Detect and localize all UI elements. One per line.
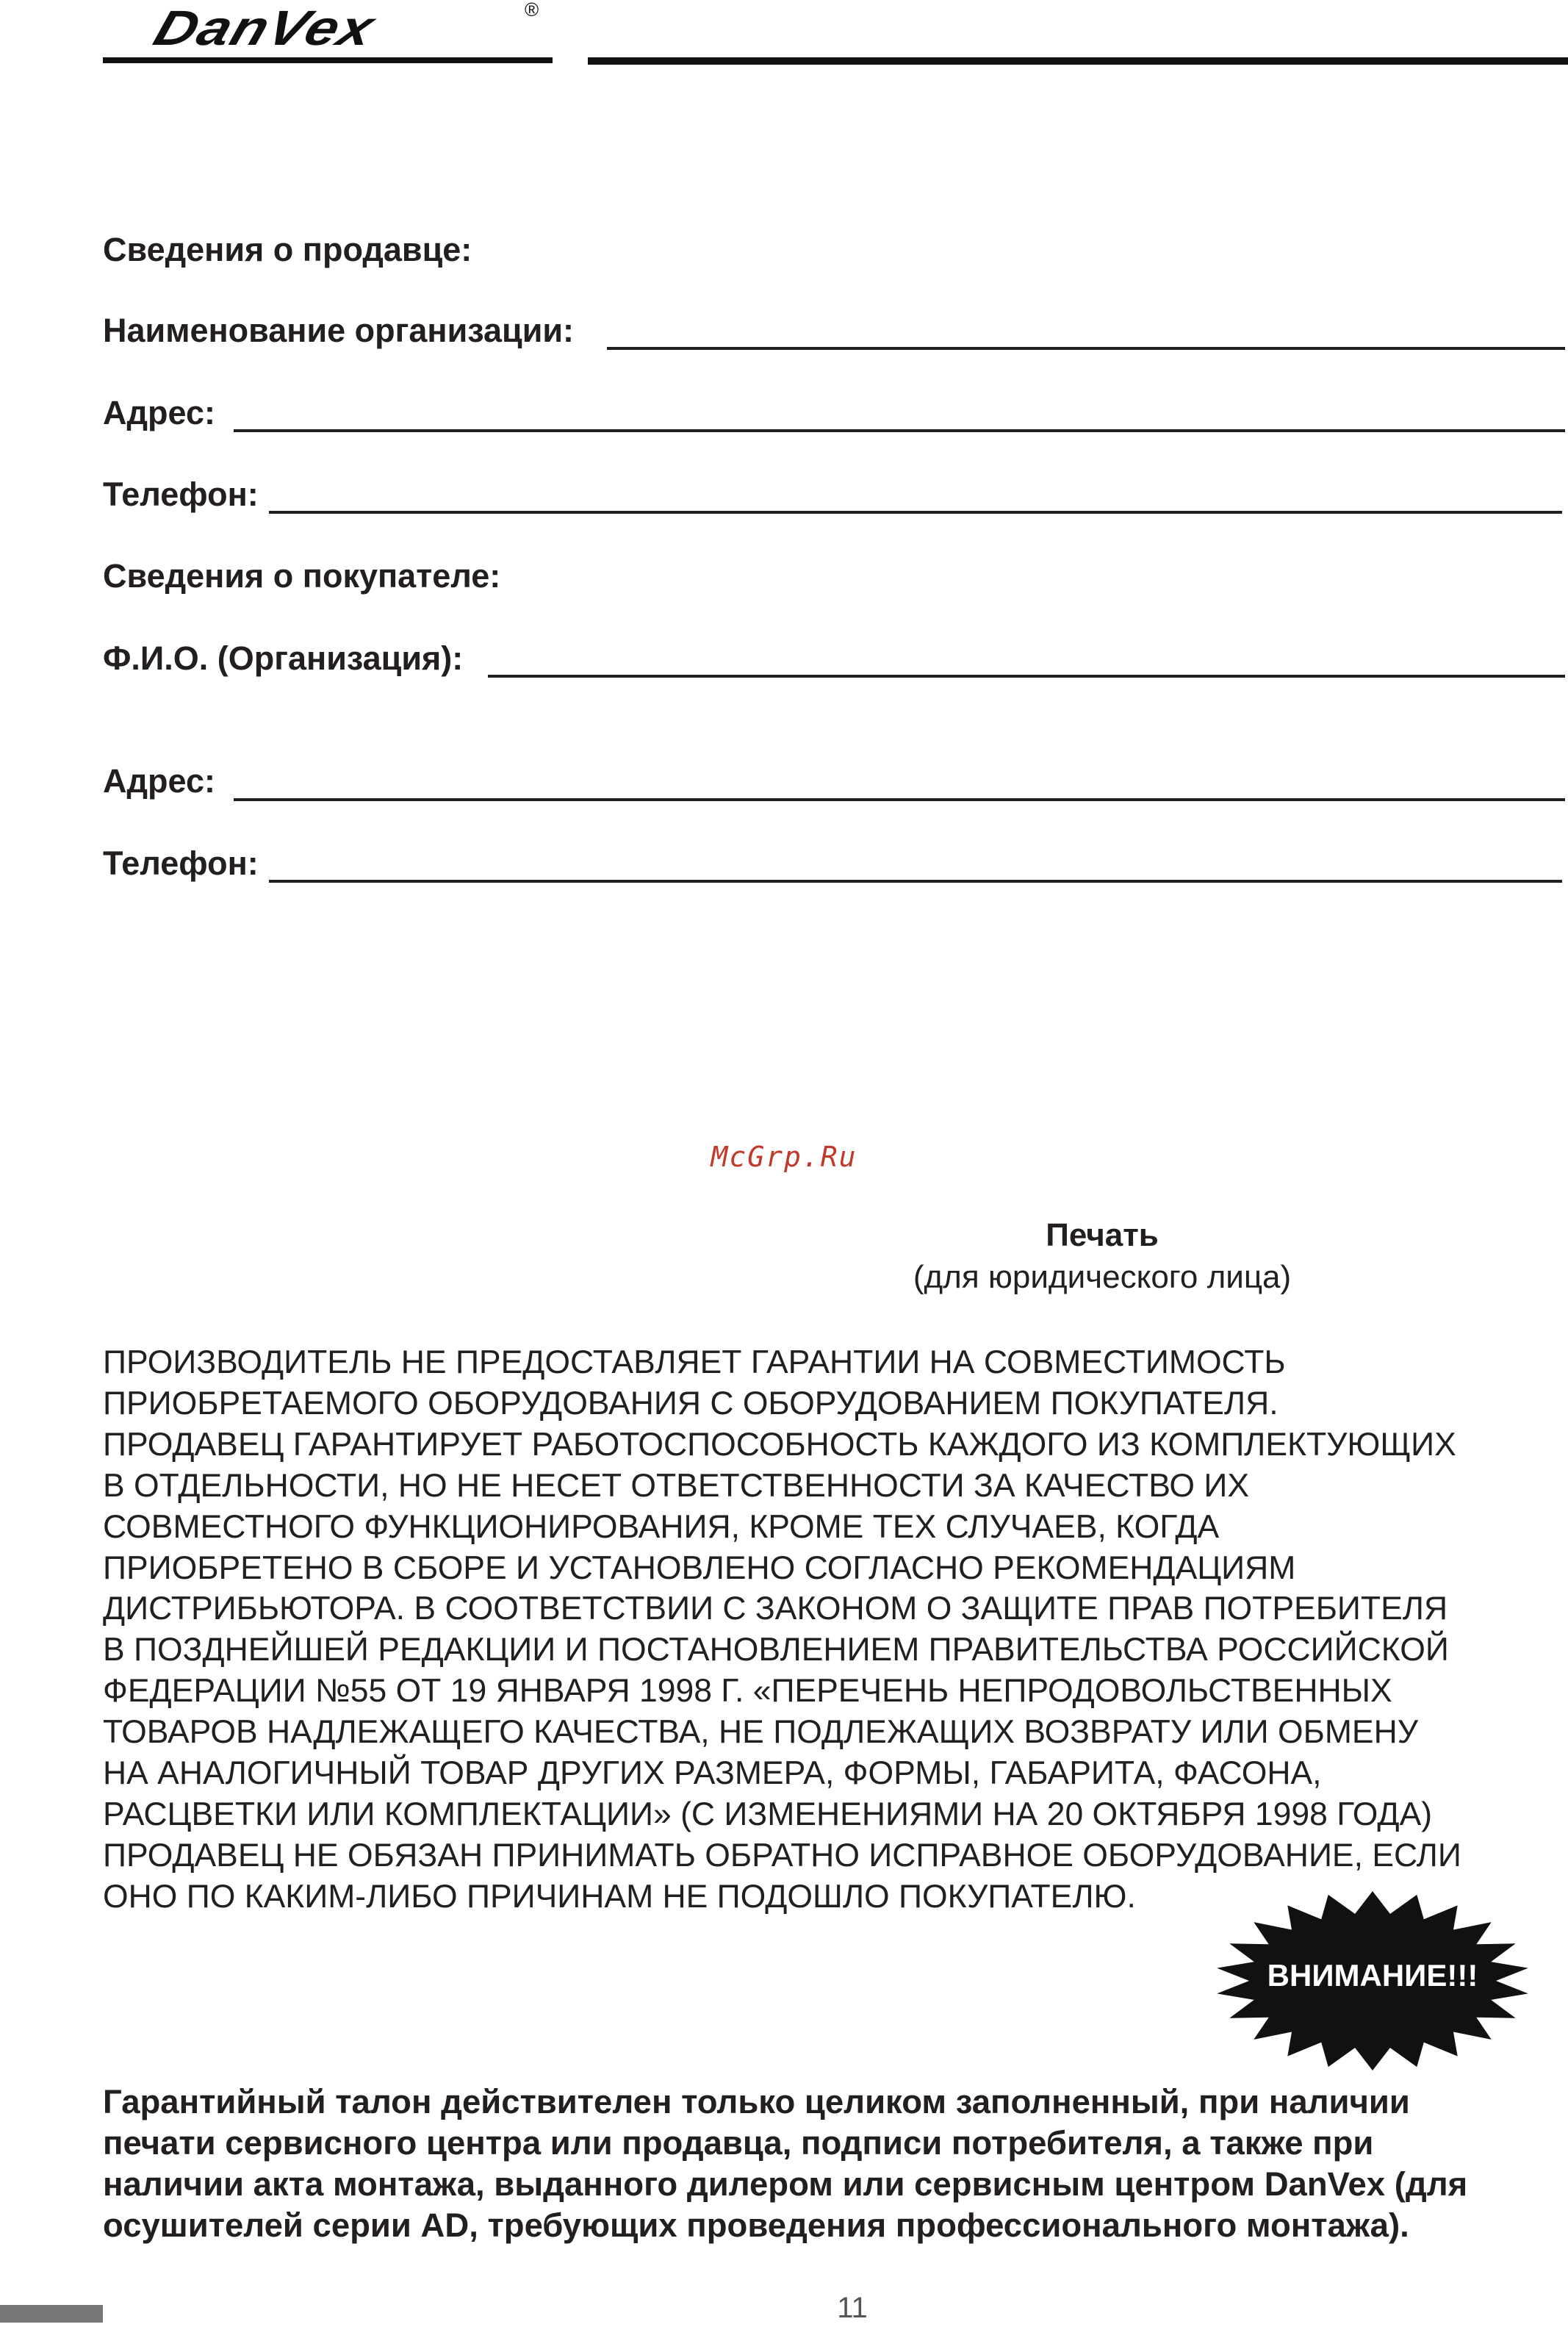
- watermark-text: McGrp.Ru: [711, 1141, 857, 1173]
- seller-address-label: Адрес:: [103, 394, 215, 431]
- buyer-name-field[interactable]: [488, 675, 1565, 678]
- warning-badge-label: ВНИМАНИЕ!!!: [1267, 1958, 1478, 1993]
- seller-address-field[interactable]: [234, 429, 1565, 432]
- registered-mark: ®: [525, 0, 539, 21]
- buyer-address-label: Адрес:: [103, 762, 215, 800]
- stamp-subtitle: (для юридического лица): [913, 1259, 1292, 1295]
- buyer-phone-field[interactable]: [269, 880, 1562, 883]
- footer-bar: [0, 2305, 103, 2323]
- seller-phone-label: Телефон:: [103, 476, 259, 513]
- disclaimer-text: ПРОИЗВОДИТЕЛЬ НЕ ПРЕДОСТАВЛЯЕТ ГАРАНТИИ НА СОВМЕСТИМОСТЬ ПРИОБРЕТАЕМОГО ОБОРУДОВАНИЯ С ОБОРУДОВАНИЕМ ПОКУПАТЕЛЯ. ПРОДАВЕЦ ГАРАНТИРУЕТ РАБОТОСПОСОБНОСТЬ КАЖДОГО ИЗ КОМПЛЕКТУЮЩИХ В ОТДЕЛЬНОСТИ, НО НЕ НЕСЕТ ОТВЕТСТВЕННОСТИ ЗА КАЧЕСТВО ИХ СОВМЕСТНОГО ФУНКЦИОНИРОВАНИЯ, КРОМЕ ТЕХ СЛУЧАЕВ, КОГДА ПРИОБРЕТЕНО В СБОРЕ И УСТАНОВЛЕНО СОГЛАСНО РЕКОМЕНДАЦИЯМ ДИСТРИБЬЮТОРА. В СООТВЕТСТВИИ С ЗАКОНОМ О ЗАЩИТЕ ПРАВ ПОТРЕБИТЕЛЯ В ПОЗДНЕЙШЕЙ РЕДАКЦИИ И ПОСТАНОВЛЕНИЕМ ПРАВИТЕЛЬСТВА РОССИЙСКОЙ ФЕДЕРАЦИИ №55 ОТ 19 ЯНВАРЯ 1998 Г. «ПЕРЕЧЕНЬ НЕПРОДОВОЛЬСТВЕННЫХ ТОВАРОВ НАДЛЕЖАЩЕГО КАЧЕСТВА, НЕ ПОДЛЕЖАЩИХ ВОЗВРАТУ ИЛИ ОБМЕНУ НА АНАЛОГИЧНЫЙ ТОВАР ДРУГИХ РАЗМЕРА, ФОРМЫ, ГАБАРИТА, ФАСОНА, РАСЦВЕТКИ ИЛИ КОМПЛЕКТАЦИИ» (С ИЗМЕНЕНИЯМИ НА 20 ОКТЯБРЯ 1998 ГОДА) ПРОДАВЕЦ НЕ ОБЯЗАН ПРИНИМАТЬ ОБРАТНО ИСПРАВНОЕ ОБОРУДОВАНИЕ, ЕСЛИ ОНО ПО КАКИМ-ЛИБО ПРИЧИНАМ НЕ ПОДОШЛО ПОКУПАТЕЛЮ.: [103, 1344, 1461, 1915]
- header-rule: [588, 57, 1568, 65]
- warranty-note: Гарантийный талон действителен только целиком заполненный, при наличии печати сервисного центра или продавца, подписи потребителя, а также при наличии акта монтажа, выданного дилером или сервисным центром DanVex (для осушителей серии AD, требующих проведения профессионального монтажа).: [103, 2083, 1468, 2244]
- seller-org-label: Наименование организации:: [103, 312, 575, 349]
- logo-underline: [103, 57, 553, 63]
- buyer-heading: Сведения о покупателе:: [103, 557, 501, 595]
- buyer-phone-label: Телефон:: [103, 845, 259, 882]
- seller-org-field[interactable]: [607, 347, 1565, 350]
- brand-logo-text: DanVex: [147, 0, 383, 56]
- buyer-address-field[interactable]: [234, 798, 1565, 801]
- page-number: 11: [837, 2292, 868, 2324]
- seller-heading: Сведения о продавце:: [103, 231, 472, 268]
- buyer-name-label: Ф.И.О. (Организация):: [103, 639, 464, 677]
- seller-phone-field[interactable]: [269, 511, 1562, 514]
- stamp-title: Печать: [1046, 1217, 1159, 1253]
- brand-logo: [103, 0, 558, 68]
